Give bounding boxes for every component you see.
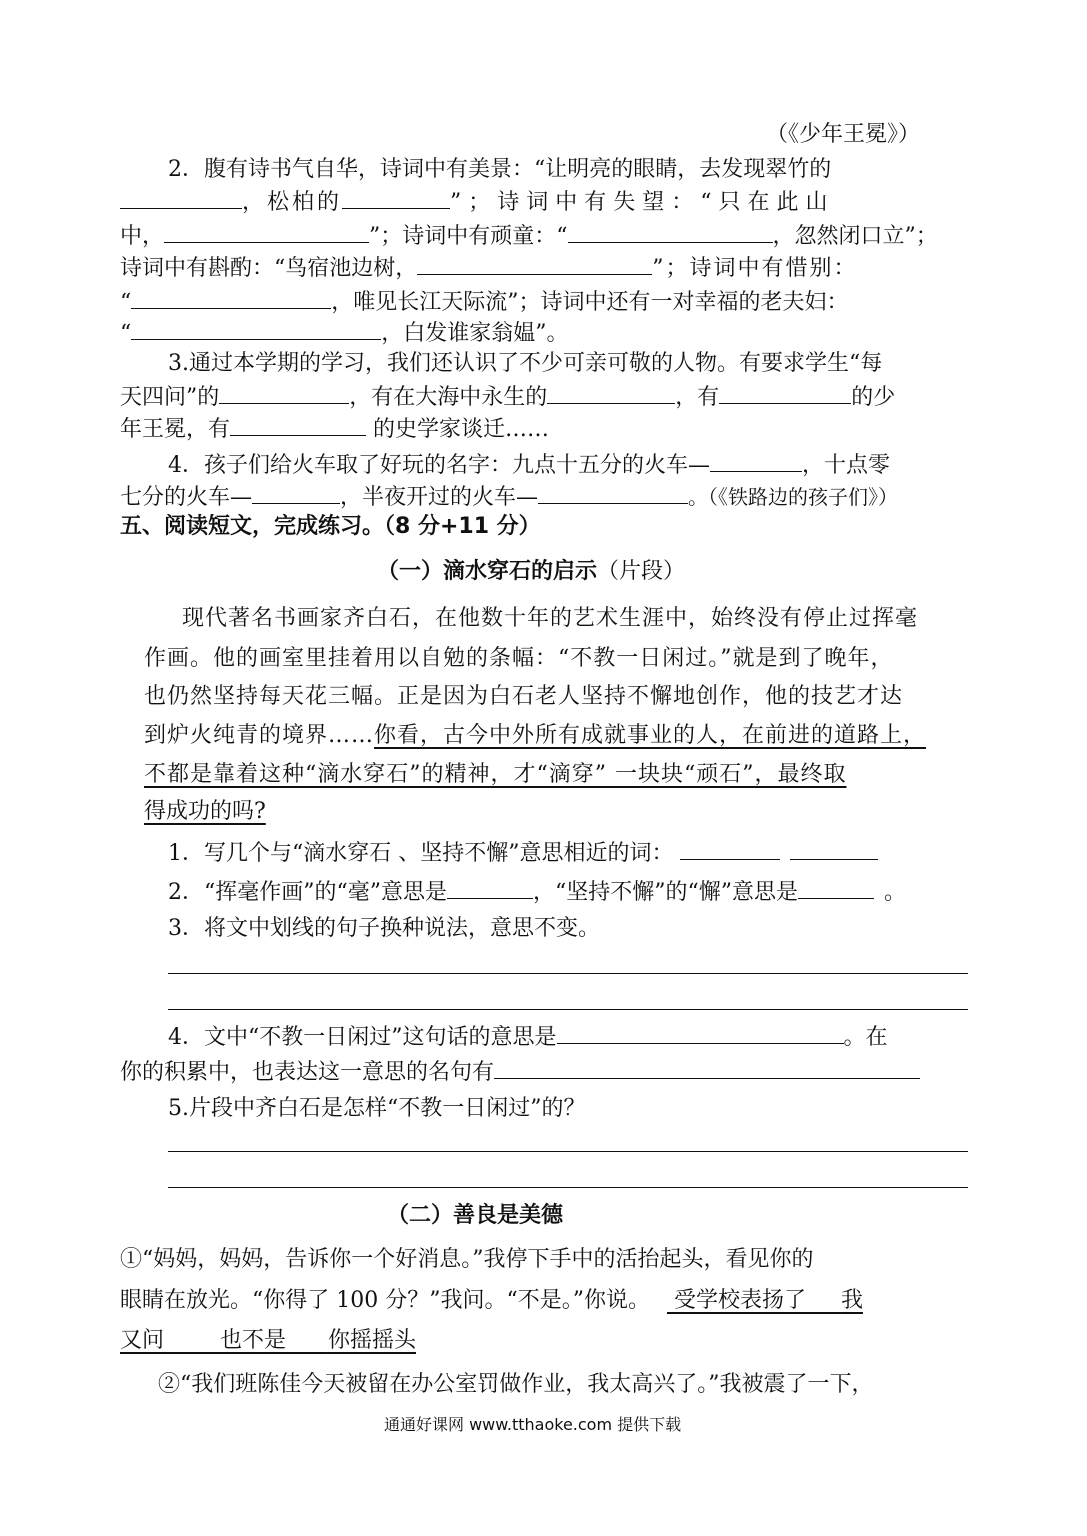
underlined-phrase — [667, 1288, 863, 1313]
q2-line-1 — [168, 155, 831, 185]
underlined-sentence: 得成功的吗? — [144, 799, 266, 824]
answer-blank[interactable] — [719, 381, 851, 404]
underlined-phrase-text: 又问 — [120, 1328, 165, 1353]
q2-text-2b: ”；诗词中有失望：“只在此山 — [450, 190, 835, 215]
p1-q4-text-a: 4．文中“不教一日闲过”这句话的意思是 — [168, 1025, 557, 1050]
answer-blank[interactable] — [447, 876, 533, 899]
q4-line-2 — [120, 481, 898, 513]
q2-line-6 — [120, 317, 569, 349]
q2-text-5b: ，唯见长江天际流”；诗词中还有一对幸福的老夫妇： — [331, 290, 849, 315]
answer-line[interactable] — [168, 1187, 968, 1188]
passage1-title-note: （片段） — [597, 559, 686, 584]
q2-text-4a: 诗词中有斟酌：“鸟宿池边树， — [120, 256, 418, 281]
p1-q2-text-c: 。 — [884, 880, 907, 905]
q2-text-6a: “ — [120, 321, 132, 346]
q2-line-5 — [120, 286, 849, 318]
source-line: （《少年王冕》） — [766, 122, 921, 147]
q2-text-2a: ，松柏的 — [242, 190, 343, 215]
q2-text-3a: 中， — [120, 224, 165, 249]
p1-q5: 5.片段中齐白石是怎样“不教一日闲过”的？ — [168, 1096, 586, 1121]
q2-line-2 — [120, 186, 835, 218]
answer-blank[interactable] — [790, 837, 878, 860]
passage1-para-line: 现代著名书画家齐白石，在他数十年的艺术生涯中，始终没有停止过挥毫 — [182, 606, 919, 631]
q2-text-1: 2．腹有诗书气自华，诗词中有美景：“让明亮的眼睛，去发现翠竹的 — [168, 157, 832, 182]
passage2-para-line — [120, 1326, 416, 1356]
q2-text-4b: ”；诗词中有惜别： — [652, 256, 858, 281]
answer-blank[interactable] — [120, 186, 242, 209]
p1-q2 — [168, 876, 906, 908]
passage1-title: （一）滴水穿石的启示 — [377, 559, 598, 584]
answer-blank[interactable] — [568, 220, 773, 243]
q2-text-5a: “ — [120, 290, 132, 315]
answer-blank[interactable] — [557, 1021, 844, 1044]
passage2-para-line: ①“妈妈，妈妈，告诉你一个好消息。”我停下手中的活抬起头，看见你的 — [120, 1247, 814, 1272]
passage1-text: 到炉火纯青的境界…… — [144, 723, 375, 748]
answer-blank[interactable] — [131, 317, 381, 340]
p1-q2-text-a: 2．“挥毫作画”的“毫”意思是 — [168, 880, 447, 905]
answer-blank[interactable] — [164, 220, 369, 243]
p1-q4-text-b: 。在 — [843, 1025, 888, 1050]
answer-blank[interactable] — [494, 1056, 920, 1079]
p1-q1-text: 1．写几个与“滴水穿石 、坚持不懈”意思相近的词： — [168, 841, 674, 866]
passage2-title: （二）善良是美德 — [387, 1203, 564, 1228]
p1-q4 — [168, 1021, 888, 1053]
underlined-phrase-text: 我 — [840, 1288, 863, 1313]
section-heading: 五、阅读短文，完成练习。（8 分+11 分） — [120, 514, 541, 539]
answer-line[interactable] — [168, 973, 968, 974]
q3-text-2a: 天四问”的 — [120, 385, 220, 410]
answer-blank[interactable] — [538, 481, 688, 504]
answer-blank[interactable] — [230, 413, 366, 436]
passage1-para-line: 作画。他的画室里挂着用以自勉的条幅：“不教一日闲过。”就是到了晚年， — [144, 646, 894, 671]
p1-q2-text-b: ，“坚持不懈”的“懈”意思是 — [533, 880, 798, 905]
answer-blank[interactable] — [252, 481, 340, 504]
q4-text-2b: ，半夜开过的火车— — [340, 485, 539, 510]
underlined-phrase-text: 你摇摇头 — [327, 1328, 416, 1353]
q3-text-2d: 的少 — [851, 385, 896, 410]
page-footer: 通通好课网 www.tthaoke.com 提供下载 — [384, 1415, 682, 1434]
q3-text-1: 3.通过本学期的学习，我们还认识了不少可亲可敬的人物。有要求学生“每 — [168, 351, 883, 376]
passage2-text: 眼睛在放光。“你得了 100 分？”我问。“不是。”你说。 — [120, 1288, 650, 1313]
underlined-phrase-text: 也不是 — [219, 1328, 286, 1353]
q3-line-1 — [168, 349, 882, 379]
q4-line-1 — [168, 449, 890, 481]
p1-q1 — [168, 837, 878, 869]
answer-line[interactable] — [168, 1151, 968, 1152]
q3-line-3 — [120, 413, 549, 445]
p1-q4-text-c: 你的积累中，也表达这一意思的名句有 — [120, 1060, 495, 1085]
q2-line-4 — [120, 252, 858, 284]
passage2-para-line: ②“我们班陈佳今天被留在办公室罚做作业，我太高兴了。”我被震了一下， — [158, 1372, 874, 1397]
q2-line-3 — [120, 220, 938, 252]
answer-line[interactable] — [168, 1009, 968, 1010]
q3-text-3b: 的史学家谈迁…… — [373, 417, 550, 442]
answer-blank[interactable] — [342, 186, 450, 209]
answer-blank[interactable] — [798, 876, 874, 899]
answer-blank[interactable] — [710, 449, 802, 472]
q2-text-3c: ，忽然闭口立”； — [772, 224, 938, 249]
underlined-phrase-text: 受学校表扬了 — [673, 1288, 806, 1313]
q3-text-2c: ，有 — [675, 385, 720, 410]
q3-line-2 — [120, 381, 895, 413]
p1-q4-cont — [120, 1056, 920, 1088]
answer-blank[interactable] — [547, 381, 675, 404]
q4-text-1a: 4．孩子们给火车取了好玩的名字：九点十五分的火车— — [168, 453, 710, 478]
q4-text-2a: 七分的火车— — [120, 485, 253, 510]
underlined-sentence: 你看，古今中外所有成就事业的人，在前进的道路上， — [374, 723, 927, 748]
q2-text-6b: ，白发谁家翁媪”。 — [381, 321, 569, 346]
passage2-para-line — [120, 1286, 863, 1316]
q4-text-1b: ，十点零 — [802, 453, 891, 478]
answer-blank[interactable] — [131, 286, 331, 309]
underlined-sentence: 不都是靠着这种“滴水穿石”的精神，才“滴穿” 一块块“顽石”，最终取 — [144, 762, 847, 787]
answer-blank[interactable] — [219, 381, 349, 404]
q4-text-2c: 。（《铁路边的孩子们》） — [688, 485, 899, 509]
q3-text-2b: ，有在大海中永生的 — [349, 385, 548, 410]
answer-blank[interactable] — [680, 837, 780, 860]
passage1-title-line — [377, 557, 685, 587]
q2-text-3b: ”；诗词中有顽童：“ — [369, 224, 568, 249]
passage1-para-line: 也仍然坚持每天花三幅。正是因为白石老人坚持不懈地创作，他的技艺才达 — [144, 684, 904, 709]
passage1-para-line — [144, 721, 926, 751]
q3-text-3a: 年王冕，有 — [120, 417, 231, 442]
answer-blank[interactable] — [417, 252, 652, 275]
p1-q3: 3．将文中划线的句子换种说法，意思不变。 — [168, 916, 600, 941]
